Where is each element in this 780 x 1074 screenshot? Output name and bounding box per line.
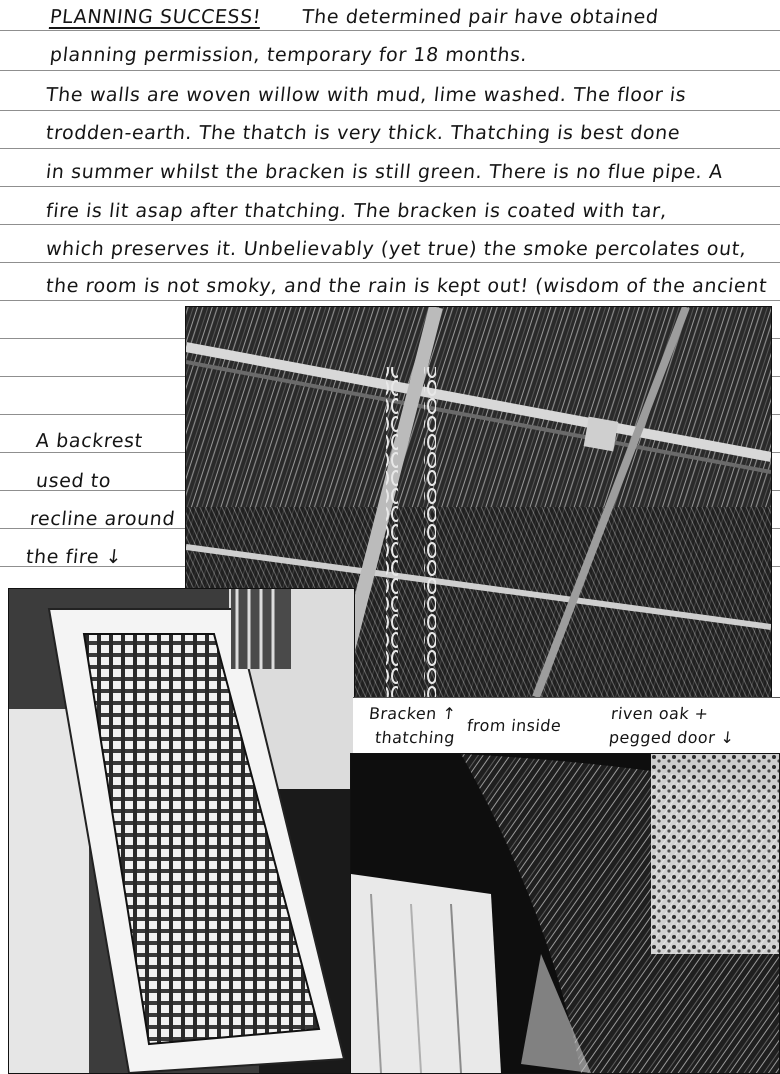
text-line-3: The walls are woven willow with mud, lime washed. The floor is xyxy=(44,84,688,106)
text-line-2: planning permission, temporary for 18 months. xyxy=(48,44,529,66)
side-note-line-3: recline around xyxy=(28,508,177,530)
door-caption-line-2: pegged door ↓ xyxy=(608,728,736,747)
from-inside-label: from inside xyxy=(466,716,563,735)
text-line-7: which preserves it. Unbelievably (yet true) the smoke percolates out, xyxy=(44,238,748,260)
backrest-photo xyxy=(8,588,355,1074)
door-caption-line-1: riven oak + xyxy=(610,704,710,723)
page-heading: PLANNING SUCCESS! xyxy=(48,6,263,28)
text-line-5: in summer whilst the bracken is still green. There is no flue pipe. A xyxy=(44,161,724,183)
side-note-line-2: used to xyxy=(34,470,113,492)
text-line-4: trodden-earth. The thatch is very thick. Thatching is best done xyxy=(44,122,682,144)
thatching-label: thatching xyxy=(374,728,456,747)
side-note-line-1: A backrest xyxy=(34,430,144,452)
bracken-label: Bracken ↑ xyxy=(368,704,457,723)
text-line-8: the room is not smoky, and the rain is kept out! (wisdom of the ancient xyxy=(44,275,769,297)
door-photo xyxy=(350,753,780,1074)
text-line-1: The determined pair have obtained xyxy=(300,6,660,28)
caption-strip xyxy=(353,697,780,755)
side-note-line-4: the fire ↓ xyxy=(24,546,124,568)
text-line-6: fire is lit asap after thatching. The bracken is coated with tar, xyxy=(44,200,669,222)
